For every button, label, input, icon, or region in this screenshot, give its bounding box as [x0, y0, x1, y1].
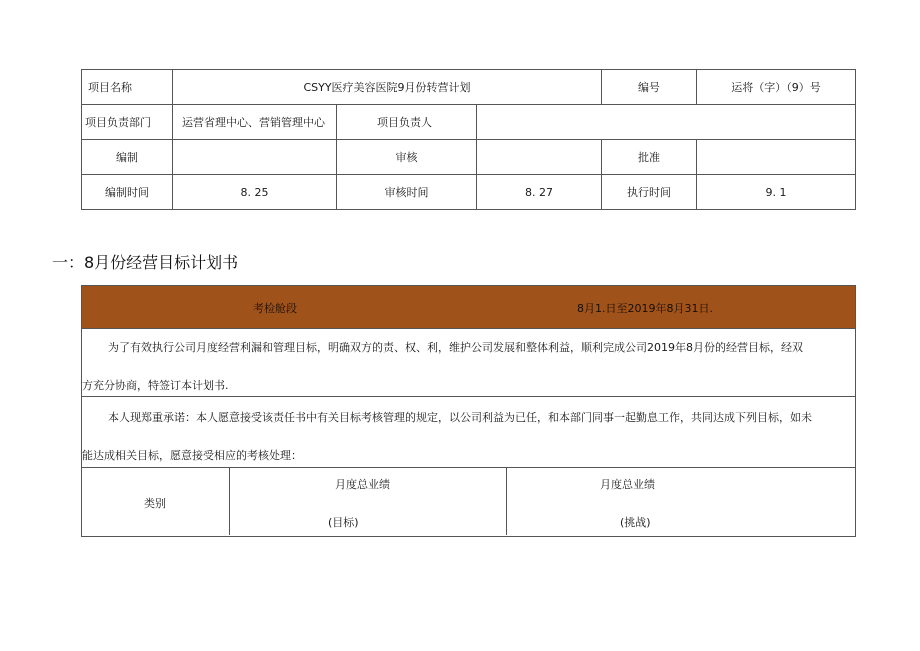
band-label: 考检舱段: [253, 302, 297, 315]
paragraph-1-line-1: 为了有效执行公司月度经营利漏和管理目标，明确双方的责、权、利，维护公司发展和整体利益，顺利完成公司2019年8月份的经营目标，经双: [108, 341, 803, 354]
exec-time-label: 执行时间: [602, 175, 697, 210]
section-heading: 一：8月份经营目标计划书: [52, 253, 239, 272]
project-name-value: CSYY医疗美容医院9月份转营计划: [173, 70, 602, 105]
paragraph-1-line-2: 方充分协商，特签订本计划书.: [82, 379, 229, 392]
table-row: [82, 140, 856, 175]
table-row: [82, 175, 856, 210]
compile-label: 编制: [82, 140, 173, 175]
dept-value: 运营省理中心、营销管理中心: [173, 105, 337, 140]
category-label: 类别: [144, 497, 166, 510]
target-title: 月度总业绩: [335, 478, 390, 491]
number-label: 编号: [602, 70, 697, 105]
compile-time-label: 编制时间: [82, 175, 173, 210]
challenge-title: 月度总业绩: [600, 478, 655, 491]
exec-time-value: 9. 1: [697, 175, 856, 210]
compile-value: [173, 140, 337, 175]
plan-box: [81, 285, 856, 537]
compile-time-value: 8. 25: [173, 175, 337, 210]
review-label: 审核: [337, 140, 477, 175]
divider: [82, 396, 855, 397]
owner-label: 项目负责人: [337, 105, 477, 140]
dept-label: 项目负责部门: [82, 105, 173, 140]
assessment-period-band: [82, 286, 855, 329]
project-name-label: 项目名称: [82, 70, 173, 105]
number-value: 运将（字）（9）号: [697, 70, 856, 105]
paragraph-2-line-1: 本人现郑重承诺：本人愿意接受该责任书中有关目标考核管理的规定，以公司利益为已任，和本部门同事一起勤息工作，共同达成下列目标，如未: [108, 411, 812, 424]
challenge-subtitle: (挑战): [620, 516, 651, 529]
table-row: [82, 105, 856, 140]
project-info-table: [81, 69, 856, 210]
table-row: [82, 70, 856, 105]
divider: [82, 467, 855, 468]
owner-value: [477, 105, 856, 140]
column-divider: [229, 468, 230, 535]
target-subtitle: (目标): [328, 516, 359, 529]
column-divider: [506, 468, 507, 535]
approve-label: 批准: [602, 140, 697, 175]
review-time-label: 审核时间: [337, 175, 477, 210]
review-time-value: 8. 27: [477, 175, 602, 210]
review-value: [477, 140, 602, 175]
approve-value: [697, 140, 856, 175]
band-period: 8月1.日至2019年8月31日.: [577, 302, 713, 315]
paragraph-2-line-2: 能达成相关目标，愿意接受相应的考核处理：: [82, 449, 302, 462]
